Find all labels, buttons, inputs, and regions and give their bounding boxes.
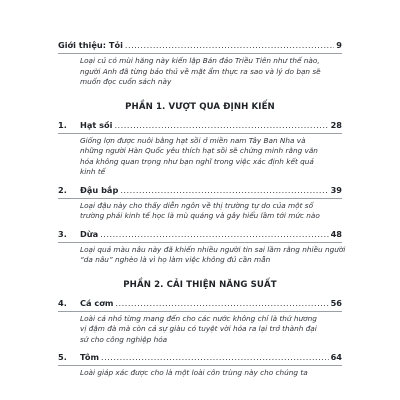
- toc-page-number: 56: [330, 297, 342, 308]
- toc-entry-description: [80, 136, 342, 178]
- desc-line: kinh tế: [80, 167, 106, 176]
- toc-leader-dots: [114, 120, 328, 131]
- desc-line: những người Hàn Quốc yêu thích hạt sồi sẽ chứng minh rằng văn: [80, 146, 318, 155]
- toc-page-number: 48: [330, 228, 342, 239]
- desc-line: Loại quả màu nâu này đã khiến nhiều người tin sai lầm rằng nhiều người: [80, 244, 346, 254]
- toc-divider: [58, 242, 342, 243]
- desc-line: Loại củ có mùi hăng này kiến lập Bán đảo Triều Tiên như thế nào,: [80, 56, 320, 65]
- part-title: PHẦN 1. VƯỢT QUA ĐỊNH KIẾN: [125, 101, 275, 112]
- toc-leader-dots: [120, 185, 328, 196]
- toc-entry-title: Tôm: [80, 352, 99, 362]
- desc-line: hóa không quan trọng như bạn nghĩ trong việc xác định kết quả: [80, 156, 314, 166]
- toc-entry-title: Cá cơm: [80, 297, 114, 308]
- desc-line: sứ cho công nghiệp hóa: [80, 334, 168, 344]
- toc-entry-row: [58, 352, 342, 363]
- toc-divider: [58, 198, 342, 199]
- desc-line: Loại đậu này cho thấy diễn ngôn về thị trường tự do của một số: [80, 200, 314, 210]
- toc-entry[interactable]: [58, 352, 342, 379]
- part-title: PHẦN 2. CẢI THIỆN NĂNG SUẤT: [123, 279, 277, 290]
- toc-entry-description: [80, 201, 342, 222]
- desc-line: trường phái kinh tế học là mù quáng và gây hiểu lầm tới mức nào: [80, 211, 320, 220]
- desc-line: vị đậm đà mà còn cả sự giàu có tuyệt vời hóa ra lại trở thành đại: [80, 324, 317, 333]
- toc-entry-row: [58, 298, 342, 309]
- toc-entry-number: 2.: [58, 184, 67, 195]
- toc-entry[interactable]: [58, 228, 346, 266]
- desc-line: Loài giáp xác được cho là một loài côn trùng này cho chúng ta: [80, 368, 308, 377]
- toc-page-number: 39: [330, 184, 342, 195]
- toc-leader-dots: [125, 40, 334, 51]
- desc-line: người Anh đã từng bảo thủ về mặt ẩm thực ra sao và lý do bạn sẽ: [80, 66, 321, 76]
- toc-divider: [58, 133, 342, 134]
- toc-page-number: 28: [330, 119, 342, 130]
- toc-entry-row: [58, 185, 342, 196]
- toc-divider: [58, 53, 342, 54]
- toc-entry-title: Đậu bắp: [80, 184, 119, 195]
- toc-divider: [58, 311, 342, 312]
- desc-line: “da nâu” nghèo là vì họ làm việc không đủ cần mẫn: [80, 255, 271, 264]
- toc-entry-title: Dừa: [80, 228, 99, 239]
- desc-line: muốn đọc cuốn sách này: [80, 77, 172, 86]
- toc-content: [58, 40, 346, 386]
- toc-entry[interactable]: [58, 298, 342, 346]
- toc-entry-row: [58, 229, 342, 240]
- toc-entry-number: 3.: [58, 228, 67, 239]
- toc-entry-number: 5.: [58, 352, 67, 362]
- toc-leader-dots: [100, 229, 328, 240]
- toc-page-number: 64: [330, 352, 342, 362]
- toc-entry-description: [80, 314, 342, 346]
- toc-entry-number: 4.: [58, 297, 67, 308]
- toc-entry[interactable]: [58, 185, 342, 222]
- toc-leader-dots: [115, 298, 328, 309]
- toc-entry-number: 1.: [58, 119, 67, 130]
- toc-leader-dots: [101, 352, 329, 363]
- toc-page-number: 9: [336, 40, 342, 50]
- toc-divider: [58, 365, 342, 366]
- toc-entry-description: [80, 56, 342, 88]
- toc-entry-intro[interactable]: [58, 40, 342, 88]
- toc-entry-row: [58, 120, 342, 131]
- desc-line: Giống lợn được nuôi bằng hạt sồi ở miền nam Tây Ban Nha và: [80, 135, 306, 145]
- toc-entry-row: [58, 40, 342, 51]
- toc-entry-description: [80, 368, 342, 379]
- desc-line: Loài cá nhỏ từng mang đến cho các nước không chỉ là thứ hương: [80, 313, 317, 323]
- toc-entry-title: Giới thiệu: Tỏi: [58, 40, 123, 50]
- toc-entry[interactable]: [58, 120, 342, 178]
- toc-entry-description: [80, 244, 346, 266]
- toc-entry-title: Hạt sồi: [80, 119, 113, 130]
